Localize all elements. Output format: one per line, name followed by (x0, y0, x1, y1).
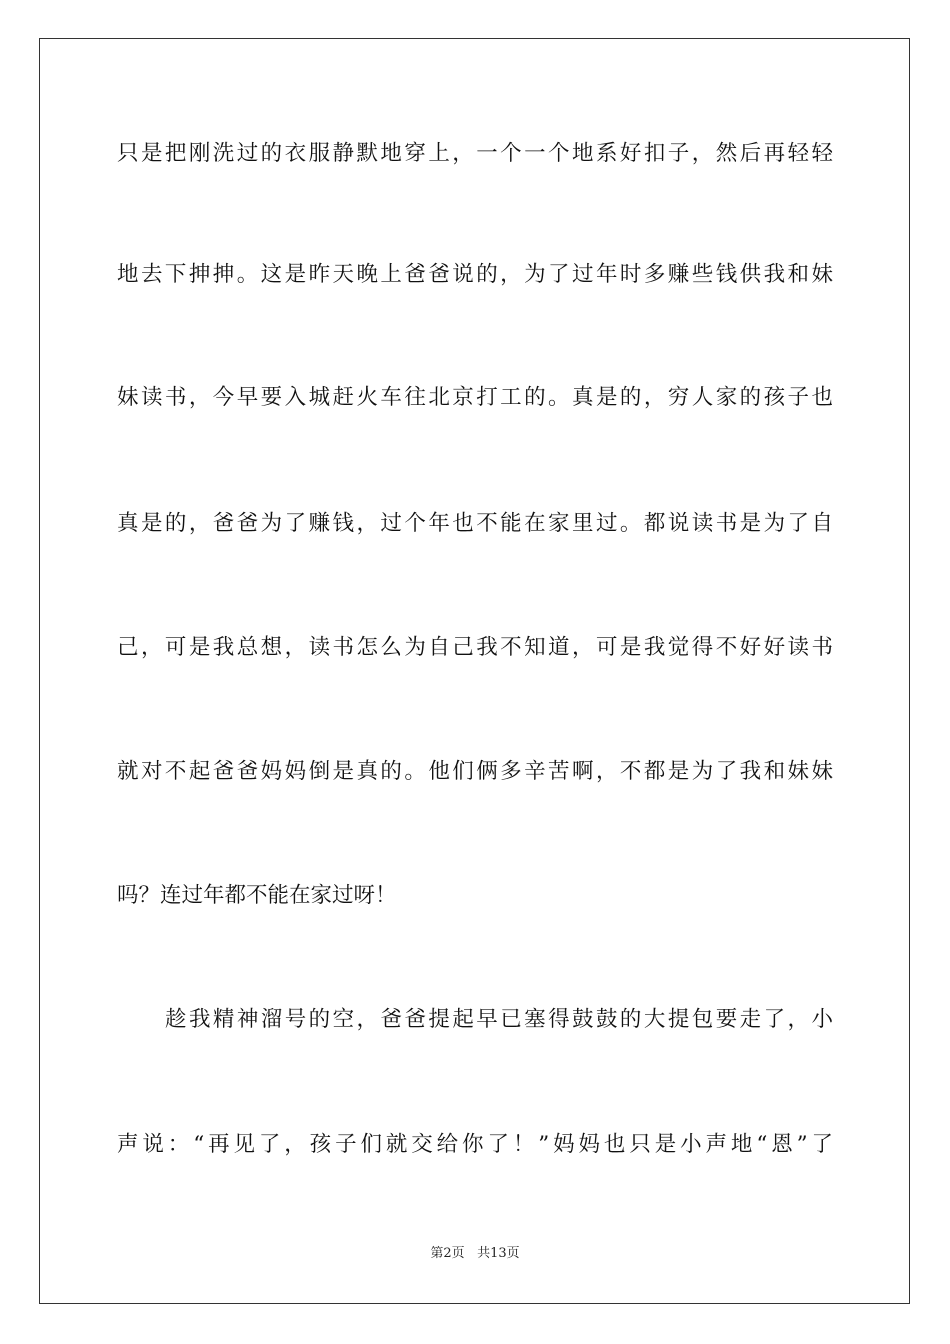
page-number: 第2页 (430, 1246, 465, 1261)
page-footer (0, 1246, 950, 1262)
paragraph-line-9: 声说：“再见了，孩子们就交给你了！”妈妈也只是小声地“恩”了 (117, 1132, 833, 1157)
paragraph-line-3: 妹读书，今早要入城赶火车往北京打工的。真是的，穷人家的孩子也 (117, 385, 833, 410)
page-total: 共13页 (477, 1246, 520, 1261)
paragraph-line-6: 就对不起爸爸妈妈倒是真的。他们俩多辛苦啊，不都是为了我和妹妹 (117, 759, 833, 784)
paragraph-line-2: 地去下抻抻。这是昨天晚上爸爸说的，为了过年时多赚些钱供我和妹 (117, 262, 833, 287)
paragraph-line-4: 真是的，爸爸为了赚钱，过个年也不能在家里过。都说读书是为了自 (117, 511, 833, 536)
paragraph-line-1: 只是把刚洗过的衣服静默地穿上，一个一个地系好扣子，然后再轻轻 (117, 141, 833, 166)
page-border (39, 38, 910, 1304)
paragraph-line-5: 己，可是我总想，读书怎么为自己我不知道，可是我觉得不好好读书 (117, 635, 833, 660)
paragraph-line-7: 吗？连过年都不能在家过呀！ (117, 883, 397, 908)
paragraph-line-8: 趁我精神溜号的空，爸爸提起早已塞得鼓鼓的大提包要走了，小 (165, 1007, 833, 1032)
